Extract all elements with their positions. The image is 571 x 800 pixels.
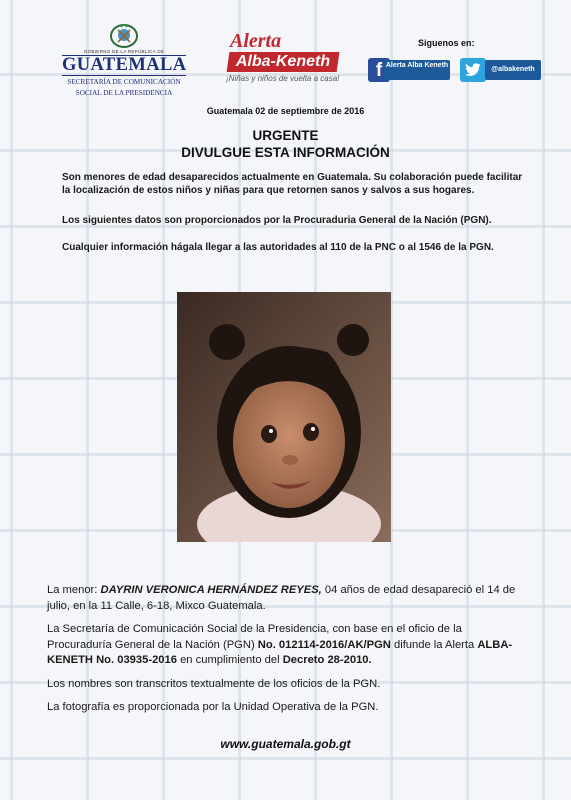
twitter-bird-icon — [464, 63, 482, 77]
alerta-alba-keneth-logo — [222, 30, 344, 88]
website-link[interactable]: www.guatemala.gob.gt — [220, 737, 351, 751]
facebook-icon[interactable]: f — [368, 58, 390, 82]
statement-part-2: difunde la Alerta — [390, 638, 478, 651]
gov-name: GUATEMALA — [62, 55, 187, 75]
urgent-subheading: DIVULGUE ESTA INFORMACIÓN — [181, 145, 390, 160]
photo-note: La fotografía es proporcionada por la Unidad Operativa de la PGN. — [47, 701, 379, 713]
gov-small-text: GOBIERNO DE LA REPÚBLICA DE — [83, 49, 165, 54]
names-note: Los nombres son transcritos textualmente de los oficios de la PGN. — [47, 678, 381, 690]
contact-paragraph: Cualquier información hágala llegar a las autoridades al 110 de la PNC o al 1546 de la PGN. — [62, 242, 494, 253]
secretariat-statement — [47, 622, 525, 669]
alert-number: ALBA-KENETH No. 03935-2016 — [47, 638, 513, 666]
minor-details — [47, 583, 525, 614]
twitter-link[interactable]: @albakeneth — [485, 60, 541, 80]
decree-reference: Decreto 28-2010. — [282, 654, 372, 666]
minor-name: DAYRIN VERONICA HERNÁNDEZ REYES, — [100, 584, 322, 596]
pgn-oficio-number: No. 012114-2016/AK/PGN — [257, 638, 391, 651]
twitter-icon[interactable] — [460, 58, 486, 82]
facebook-link[interactable]: Alerta Alba Keneth — [384, 60, 450, 80]
missing-child-photo — [177, 292, 391, 542]
urgent-heading: URGENTE — [252, 128, 319, 143]
government-logo — [62, 22, 186, 97]
data-source-paragraph: Los siguientes datos son proporcionados por la Procuraduria General de la Nación (PGN). — [62, 215, 492, 226]
alba-keneth-word: Alba-Keneth — [235, 53, 331, 70]
statement-part-3: en cumplimiento del — [176, 654, 283, 666]
gov-sub-line-1: SECRETARÍA DE COMUNICACIÓN — [67, 78, 181, 86]
gov-sub-line-2: SOCIAL DE LA PRESIDENCIA — [75, 88, 173, 97]
intro-paragraph: Son menores de edad desaparecidos actualmente en Guatemala. Su colaboración puede facilitar la localización de estos niños y niñas para que retornen sanos y salvos a sus hogares. — [62, 172, 523, 196]
statement-part-1: La Secretaría de Comunicación Social de la Presidencia, con base en el oficio de la Procuraduría General de la Nación (PGN) — [47, 623, 462, 651]
minor-description: 04 años de edad desapareció el 14 de julio, en la 11 Calle, 6-18, Mixco Guatemala. — [47, 584, 516, 612]
minor-prefix: La menor: — [47, 584, 101, 596]
follow-label: Siguenos en: — [418, 38, 475, 48]
coat-of-arms-icon — [109, 22, 139, 48]
logo-tagline: ¡Niñas y niños de vuelta a casa! — [226, 74, 340, 83]
alerta-word: Alerta — [230, 30, 282, 52]
publication-date: Guatemala 02 de septiembre de 2016 — [206, 106, 365, 116]
